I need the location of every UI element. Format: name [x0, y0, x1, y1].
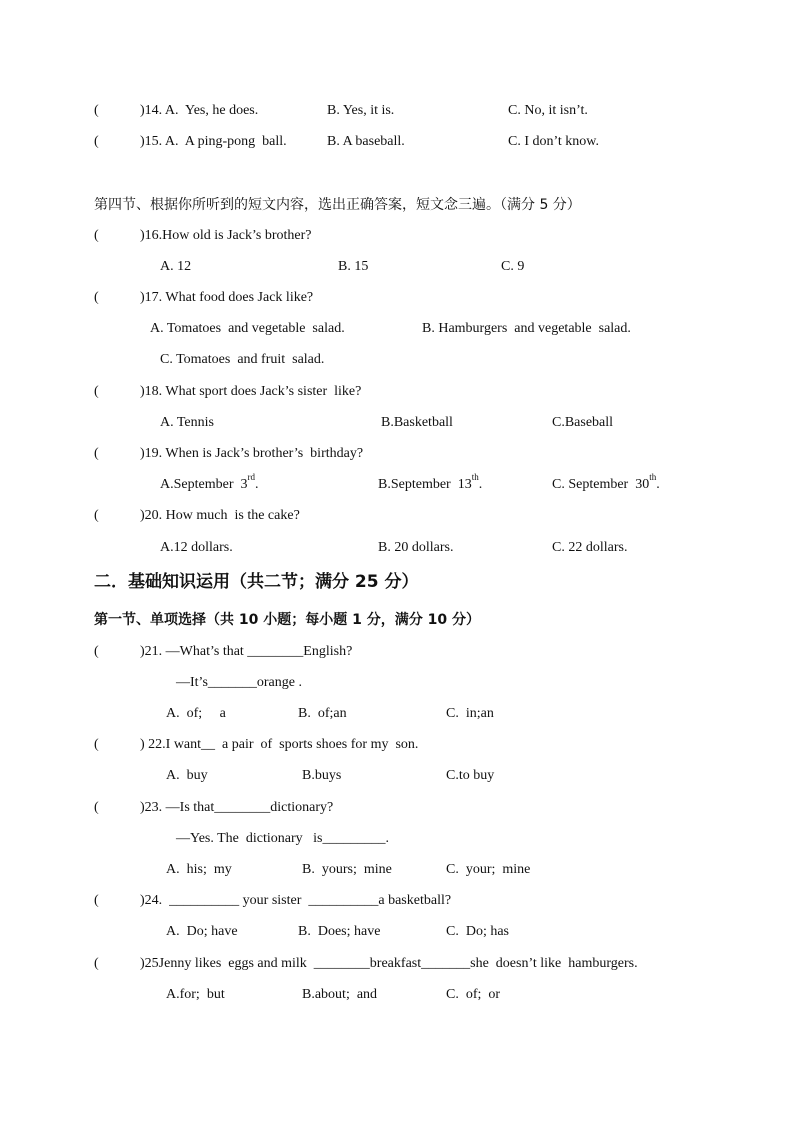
answer-paren-open: ( [94, 446, 99, 461]
question-17-stem: )17. What food does Jack like? [140, 290, 314, 305]
question-17-option-b: B. Hamburgers and vegetable salad. [422, 321, 631, 336]
answer-paren-open: ( [94, 800, 99, 815]
section-4-title: 第四节、根据你所听到的短文内容，选出正确答案，短文念三遍。（满分 5 分） [94, 197, 581, 213]
answer-paren-open: ( [94, 228, 99, 243]
question-24-option-b: B. Does; have [298, 924, 381, 939]
question-23-stem: )23. —Is that________dictionary? [140, 800, 334, 815]
question-22-option-a: A. buy [166, 768, 208, 783]
question-23-option-a: A. his; my [166, 862, 232, 877]
question-21-stem: )21. —What’s that ________English? [140, 644, 353, 659]
question-19-option-c: C. September 30th. [552, 472, 660, 492]
question-17-option-c: C. Tomatoes and fruit salad. [160, 352, 325, 367]
question-15-option-c: C. I don’t know. [508, 134, 599, 149]
question-23-reply: —Yes. The dictionary is_________. [176, 831, 389, 846]
answer-paren-open: ( [94, 290, 99, 305]
question-20-option-b: B. 20 dollars. [378, 540, 454, 555]
question-19-option-a: A.September 3rd. [160, 472, 259, 492]
question-24-option-a: A. Do; have [166, 924, 238, 939]
answer-paren-open: ( [94, 103, 99, 118]
question-17-option-a: A. Tomatoes and vegetable salad. [150, 321, 345, 336]
question-19-option-b: B.September 13th. [378, 472, 483, 492]
question-15-stem: )15. A. A ping-pong ball. [140, 134, 287, 149]
question-18-stem: )18. What sport does Jack’s sister like? [140, 384, 362, 399]
question-18-option-c: C.Baseball [552, 415, 614, 430]
question-21-option-b: B. of;an [298, 706, 347, 721]
question-22-option-c: C.to buy [446, 768, 495, 783]
question-21-reply: —It’s_______orange . [176, 675, 302, 690]
question-15-option-b: B. A baseball. [327, 134, 405, 149]
question-23-option-c: C. your; mine [446, 862, 531, 877]
question-16-option-c: C. 9 [501, 259, 525, 274]
question-20-stem: )20. How much is the cake? [140, 508, 300, 523]
question-24-stem: )24. __________ your sister __________a basketball? [140, 893, 452, 908]
question-22-option-b: B.buys [302, 768, 342, 783]
question-22-stem: ) 22.I want__ a pair of sports shoes for my son. [140, 737, 419, 752]
question-16-option-a: A. 12 [160, 259, 192, 274]
question-25-stem: )25Jenny likes eggs and milk ________breakfast_______she doesn’t like hamburgers. [140, 956, 638, 971]
question-18-option-a: A. Tennis [160, 415, 214, 430]
question-24-option-c: C. Do; has [446, 924, 509, 939]
question-14-stem: )14. A. Yes, he does. [140, 103, 259, 118]
question-21-option-c: C. in;an [446, 706, 494, 721]
answer-paren-open: ( [94, 134, 99, 149]
question-16-stem: )16.How old is Jack’s brother? [140, 228, 312, 243]
question-25-option-a: A.for; but [166, 987, 225, 1002]
answer-paren-open: ( [94, 893, 99, 908]
question-25-option-c: C. of; or [446, 987, 501, 1002]
question-16-option-b: B. 15 [338, 259, 369, 274]
question-20-option-a: A.12 dollars. [160, 540, 233, 555]
answer-paren-open: ( [94, 644, 99, 659]
answer-paren-open: ( [94, 508, 99, 523]
answer-paren-open: ( [94, 737, 99, 752]
question-19-stem: )19. When is Jack’s brother’s birthday? [140, 446, 364, 461]
answer-paren-open: ( [94, 956, 99, 971]
answer-paren-open: ( [94, 384, 99, 399]
part-2-section-1-title: 第一节、单项选择（共 10 小题；每小题 1 分，满分 10 分） [94, 612, 480, 628]
question-21-option-a: A. of; a [166, 706, 226, 721]
question-23-option-b: B. yours; mine [302, 862, 392, 877]
question-18-option-b: B.Basketball [381, 415, 453, 430]
question-25-option-b: B.about; and [302, 987, 378, 1002]
question-14-option-c: C. No, it isn’t. [508, 103, 588, 118]
part-2-title: 二．基础知识运用（共二节；满分 25 分） [94, 572, 419, 592]
question-14-option-b: B. Yes, it is. [327, 103, 395, 118]
question-20-option-c: C. 22 dollars. [552, 540, 628, 555]
